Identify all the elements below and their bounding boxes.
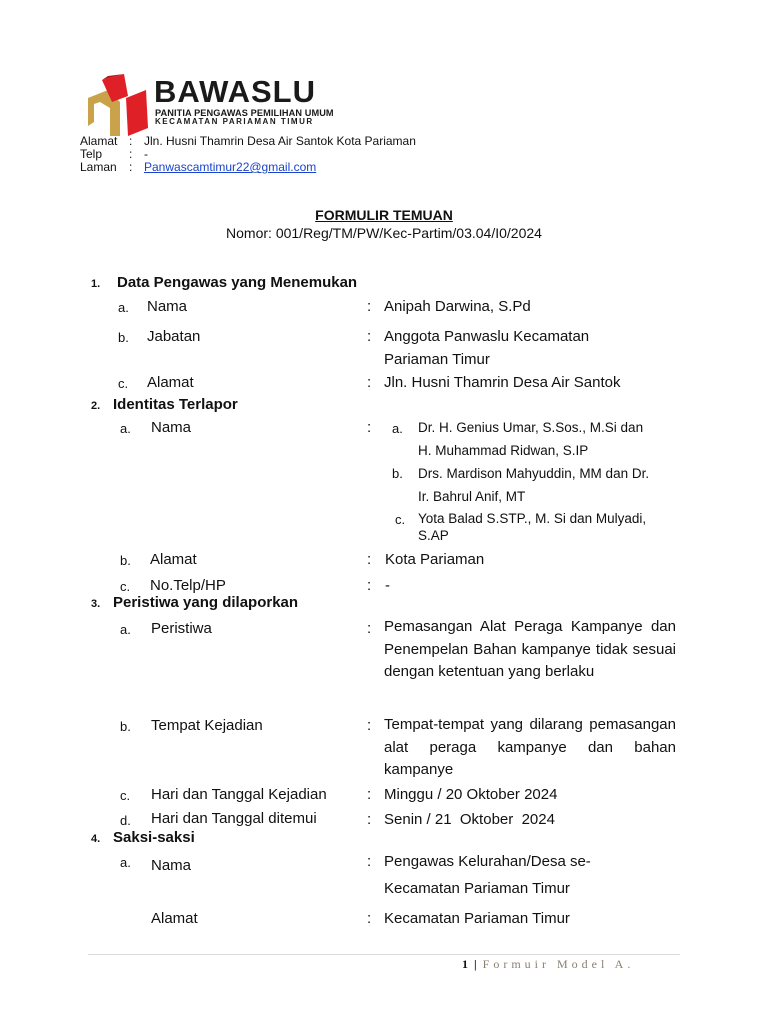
footer-label: Formuir Model A.: [482, 957, 635, 971]
field-value: Pengawas Kelurahan/Desa se-: [384, 853, 591, 870]
document-title: FORMULIR TEMUAN: [315, 207, 453, 223]
logo-title: BAWASLU: [154, 74, 316, 109]
section-title: Saksi-saksi: [113, 829, 195, 846]
field-label: Hari dan Tanggal ditemui: [151, 810, 317, 827]
field-value: Anipah Darwina, S.Pd: [384, 298, 531, 315]
email-link[interactable]: Panwascamtimur22@gmail.com: [144, 160, 317, 174]
name-letter: b.: [392, 466, 403, 481]
colon: :: [367, 853, 372, 870]
colon: :: [367, 551, 372, 568]
item-letter: c.: [120, 579, 131, 594]
field-value: Pariaman Timur: [384, 351, 490, 368]
colon: :: [129, 134, 133, 148]
colon: :: [367, 910, 372, 927]
colon: :: [367, 298, 372, 315]
colon: :: [367, 717, 372, 734]
item-letter: c.: [118, 376, 129, 391]
name-letter: a.: [392, 421, 403, 436]
section-title: Identitas Terlapor: [113, 396, 238, 413]
field-label: Alamat: [147, 374, 194, 391]
field-value: Minggu / 20 Oktober 2024: [384, 786, 558, 803]
item-letter: b.: [120, 553, 131, 568]
field-label: Jabatan: [147, 328, 201, 345]
alamat-label: Alamat: [80, 134, 118, 148]
item-letter: b.: [118, 330, 129, 345]
name-line: S.AP: [418, 528, 449, 543]
item-letter: d.: [120, 813, 131, 828]
item-letter: a.: [118, 300, 129, 315]
logo-subtitle-district: KECAMATAN PARIAMAN TIMUR: [155, 117, 314, 126]
colon: :: [129, 160, 133, 174]
name-line: Drs. Mardison Mahyuddin, MM dan Dr.: [418, 466, 650, 481]
field-label: Alamat: [150, 551, 197, 568]
item-letter: a.: [120, 855, 131, 870]
field-label: Alamat: [151, 910, 198, 927]
field-value: Kecamatan Pariaman Timur: [384, 910, 570, 927]
colon: :: [367, 577, 372, 594]
item-letter: c.: [120, 788, 131, 803]
section-title: Peristiwa yang dilaporkan: [113, 594, 299, 611]
section-number: 1.: [91, 278, 101, 290]
section-number: 4.: [91, 833, 101, 845]
field-value-paragraph: Pemasangan Alat Peraga Kampanye dan Penempelan Bahan kampanye tidak sesuai dengan ketentuan yang berlaku: [384, 618, 676, 680]
telp-label: Telp: [80, 147, 103, 161]
colon: :: [129, 147, 133, 161]
footer-divider: [88, 954, 680, 955]
name-line: Ir. Bahrul Anif, MT: [418, 489, 526, 504]
colon: :: [367, 786, 372, 803]
page-number: 1: [462, 957, 468, 971]
field-label: No.Telp/HP: [150, 577, 226, 594]
colon: :: [367, 419, 372, 436]
laman-label: Laman: [80, 160, 117, 174]
field-value: -: [385, 577, 390, 594]
field-label: Peristiwa: [151, 620, 212, 637]
colon: :: [367, 811, 372, 828]
field-label: Nama: [151, 419, 192, 436]
field-label: Nama: [151, 857, 192, 874]
footer-separator: |: [474, 957, 477, 971]
colon: :: [367, 374, 372, 391]
name-letter: c.: [395, 512, 406, 527]
field-value: Jln. Husni Thamrin Desa Air Santok: [384, 374, 621, 391]
field-value: Kota Pariaman: [385, 551, 485, 568]
field-label: Hari dan Tanggal Kejadian: [151, 786, 327, 803]
colon: :: [367, 328, 372, 345]
page-footer: [462, 957, 634, 972]
field-value: Kecamatan Pariaman Timur: [384, 880, 570, 897]
section-number: 3.: [91, 598, 101, 610]
field-value-paragraph: Tempat-tempat yang dilarang pemasangan alat peraga kampanye dan bahan kampanye: [384, 716, 676, 778]
bawaslu-logo-icon: [80, 74, 150, 136]
name-line: Dr. H. Genius Umar, S.Sos., M.Si dan: [418, 420, 644, 435]
alamat-value: Jln. Husni Thamrin Desa Air Santok Kota Pariaman: [144, 134, 416, 148]
field-label: Nama: [147, 298, 188, 315]
field-value: Anggota Panwaslu Kecamatan: [384, 328, 590, 345]
field-label: Tempat Kejadian: [151, 717, 263, 734]
section-title: Data Pengawas yang Menemukan: [117, 274, 358, 291]
item-letter: b.: [120, 719, 131, 734]
colon: :: [367, 620, 372, 637]
field-value: Senin / 21 Oktober 2024: [384, 811, 555, 828]
item-letter: a.: [120, 421, 131, 436]
document-number: Nomor: 001/Reg/TM/PW/Kec-Partim/03.04/I0/2024: [226, 225, 542, 241]
name-line: H. Muhammad Ridwan, S.IP: [418, 443, 589, 458]
item-letter: a.: [120, 622, 131, 637]
logo-subtitle: PANITIA PENGAWAS PEMILIHAN UMUM: [155, 108, 334, 118]
section-number: 2.: [91, 400, 101, 412]
telp-value: -: [144, 147, 148, 161]
name-line: Yota Balad S.STP., M. Si dan Mulyadi,: [418, 511, 647, 526]
